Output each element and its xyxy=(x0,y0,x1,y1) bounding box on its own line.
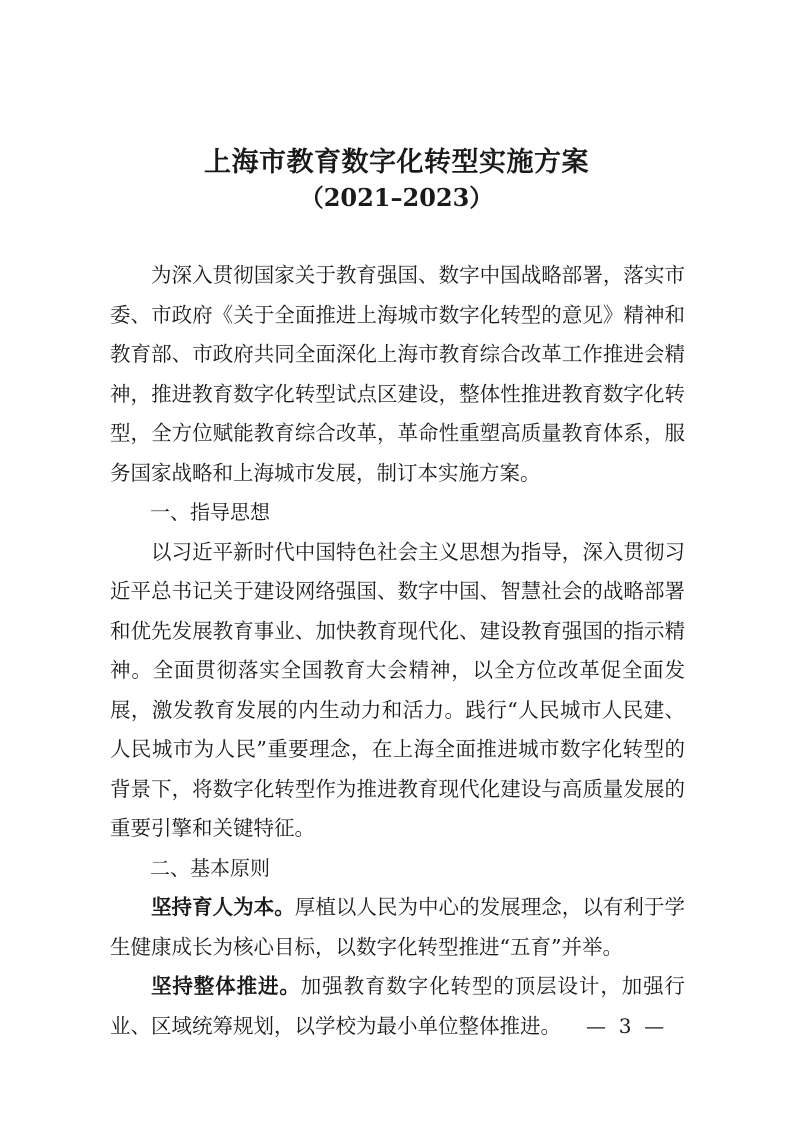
document-subtitle: （2021–2023） xyxy=(299,183,494,212)
section-heading-basic-principles: 二、基本原则 xyxy=(150,855,270,880)
guiding-ideology-paragraph: 以习近平新时代中国特色社会主义思想为指导，深入贯彻习近平总书记关于建设网络强国、数字中国、智慧社会的战略部署和优先发展教育事业、加快教育现代化、建设教育强国的指示精神。全面贯彻落实全国教育大会精神，以全方位改革促全面发展，激发教育发展的内生动力和活力。践行“人民城市人民建、人民城市为人民”重要理念，在上海全面推进城市数字化转型的背景下，将数字化转型作为推进教育现代化建设与高质量发展的重要引擎和关键特征。 xyxy=(110,539,685,840)
principle-text: 加强教育数字化转型的顶层设计，加强行业、区域统筹规划，以学校为最小单位整体推进。 xyxy=(110,974,686,1038)
section-heading-guiding-ideology: 一、指导思想 xyxy=(150,500,270,524)
document-title: 上海市教育数字化转型实施方案 xyxy=(204,147,589,178)
principle-lead: 坚持育人为本。 xyxy=(151,895,295,919)
principle-text: 厚植以人民为中心的发展理念，以有利于学生健康成长为核心目标，以数字化转型推进“五育”并举。 xyxy=(110,895,686,959)
principle-paragraph-people-oriented xyxy=(110,888,685,967)
document-body xyxy=(110,256,685,1046)
intro-paragraph: 为深入贯彻国家关于教育强国、数字中国战略部署，落实市委、市政府《关于全面推进上海城市数字化转型的意见》精神和教育部、市政府共同全面深化上海市教育综合改革工作推进会精神，推进教育数字化转型试点区建设，整体性推进教育数字化转型，全方位赋能教育综合改革，革命性重塑高质量教育体系，服务国家战略和上海城市发展，制订本实施方案。 xyxy=(110,263,685,485)
principle-lead: 坚持整体推进。 xyxy=(151,974,301,998)
page-number: — 3 — xyxy=(586,1014,665,1038)
